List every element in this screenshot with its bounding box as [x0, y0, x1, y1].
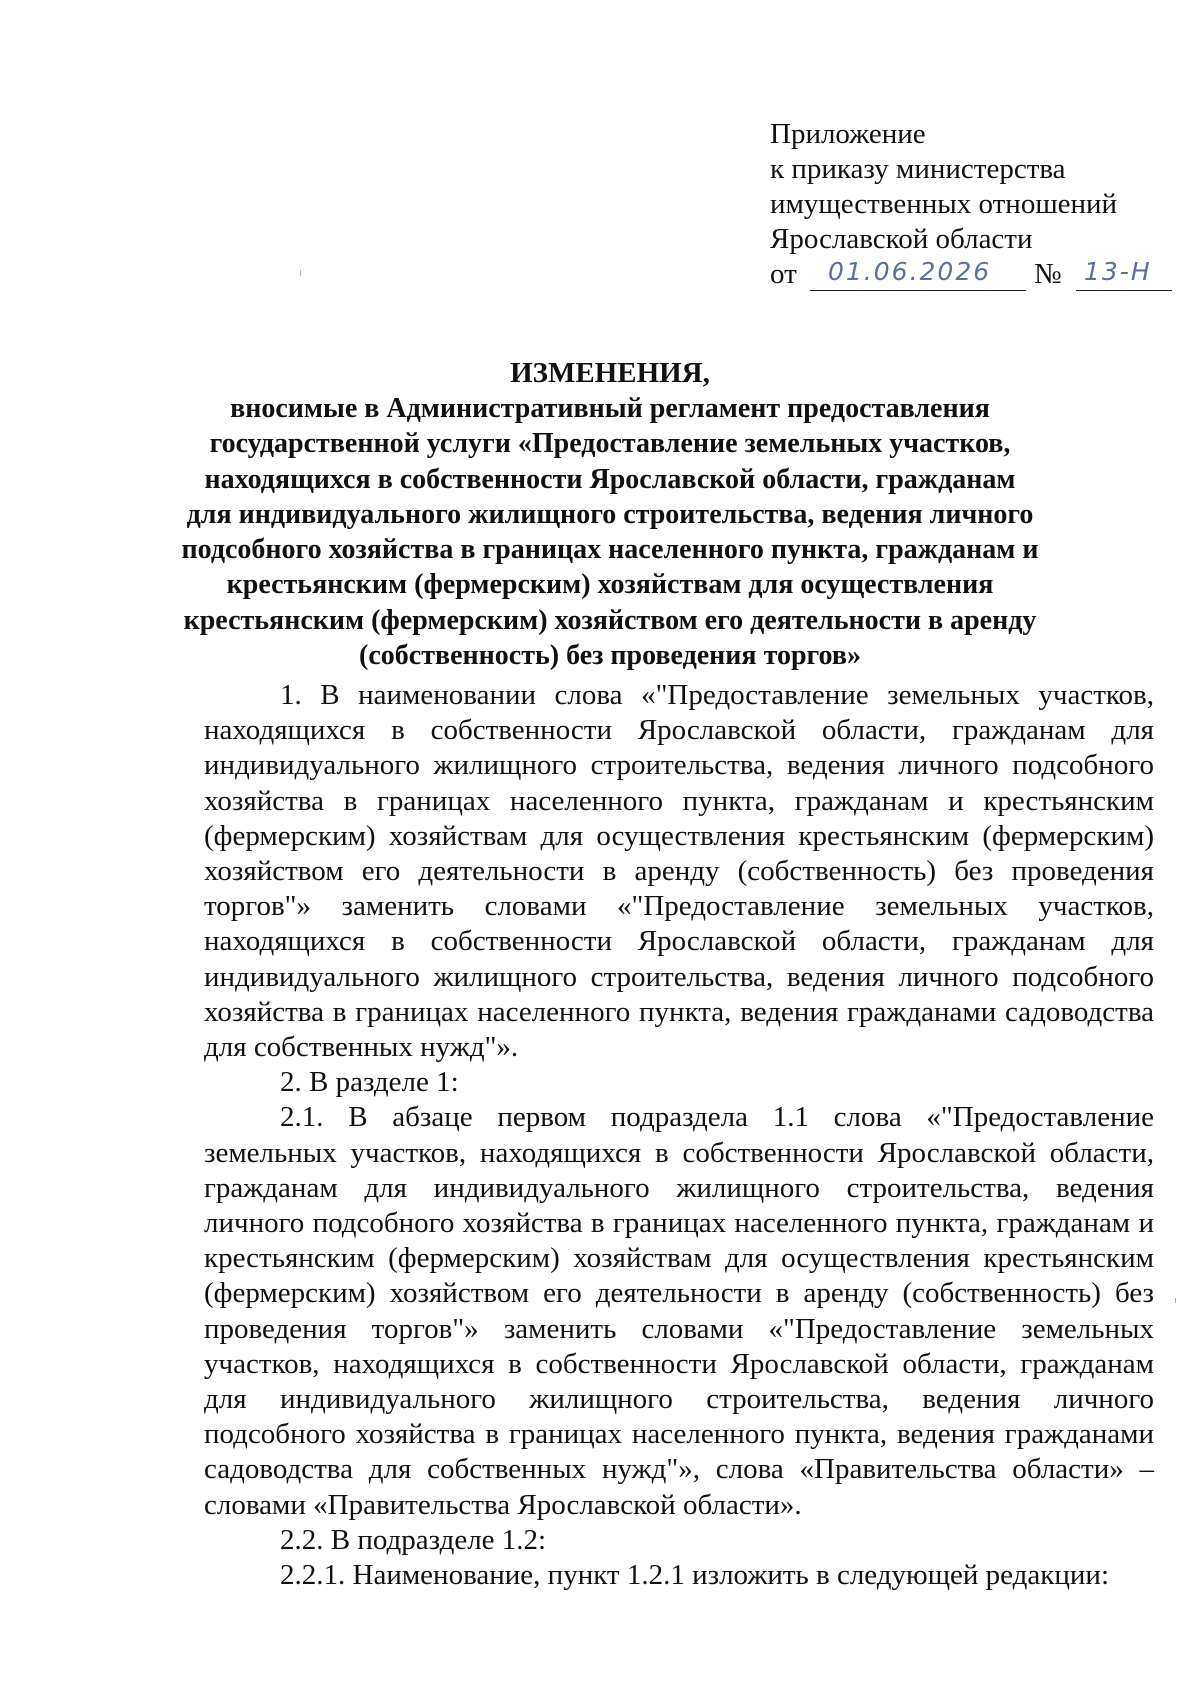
handwritten-date: 01.06.2026: [828, 257, 992, 286]
document-title: ИЗМЕНЕНИЯ,: [510, 357, 710, 389]
document-body: [204, 678, 1154, 1593]
date-field: [810, 257, 1026, 291]
number-field: [1076, 257, 1172, 291]
paragraph-2-1: 2.1. В абзаце первом подраздела 1.1 слова «"Предоставление земельных участков, находящихся в собственности Ярославской области, гражданам для индивидуального жилищного строительства, ведения личного подсобного хозяйства в границах населенного пункта, гражданам и крестьянским (фермерским) хозяйствам для осуществления крестьянским (фермерским) хозяйством его деятельности в аренду (собственность) без проведения торгов"» заменить словами «"Предоставление земельных участков, находящихся в собственности Ярославской области, гражданам для индивидуального жилищного строительства, ведения личного подсобного хозяйства в границах населенного пункта, ведения гражданами садоводства для собственных нужд"», слова «Правительства области» – словами «Правительства Ярославской области».: [204, 1101, 1154, 1521]
paragraph-2-2-1: 2.2.1. Наименование, пункт 1.2.1 изложить в следующей редакции:: [280, 1559, 1110, 1592]
appendix-line: к приказу министерства: [770, 153, 1066, 185]
appendix-line: Приложение: [770, 118, 926, 150]
number-label: №: [1034, 258, 1062, 290]
appendix-line: Ярославской области: [770, 223, 1033, 255]
scan-artifact: [1175, 1298, 1176, 1303]
appendix-line: имущественных отношений: [770, 188, 1118, 220]
paragraph-2-2: 2.2. В подразделе 1.2:: [280, 1523, 547, 1556]
title-block: [180, 355, 1040, 673]
appendix-header: [770, 117, 1170, 297]
document-subtitle: вносимые в Административный регламент предоставления государственной услуги «Предоставление земельных участков, находящихся в собственности Ярославской области, гражданам для индивидуального жилищного строительства, ведения личного подсобного хозяйства в границах населенного пункта, гражданам и крестьянским (фермерским) хозяйствам для осуществления крестьянским (фермерским) хозяйством его деятельности в аренду (собственность) без проведения торгов»: [181, 393, 1039, 672]
paragraph-1: 1. В наименовании слова «"Предоставление земельных участков, находящихся в собственности Ярославской области, гражданам для индивидуального жилищного строительства, ведения личного подсобного хозяйства в границах населенного пункта, гражданам и крестьянским (фермерским) хозяйствам для осуществления крестьянским (фермерским) хозяйством его деятельности в аренду (собственность) без проведения торгов"» заменить словами «"Предоставление земельных участков, находящихся в собственности Ярославской области, гражданам для индивидуального жилищного строительства, ведения личного подсобного хозяйства в границах населенного пункта, ведения гражданами садоводства для собственных нужд"».: [204, 679, 1154, 1064]
order-date-number-line: [770, 257, 1170, 297]
handwritten-number: 13-Н: [1084, 257, 1152, 286]
date-label: от: [770, 258, 797, 290]
scan-artifact: [300, 270, 301, 276]
paragraph-2: 2. В разделе 1:: [280, 1066, 459, 1099]
